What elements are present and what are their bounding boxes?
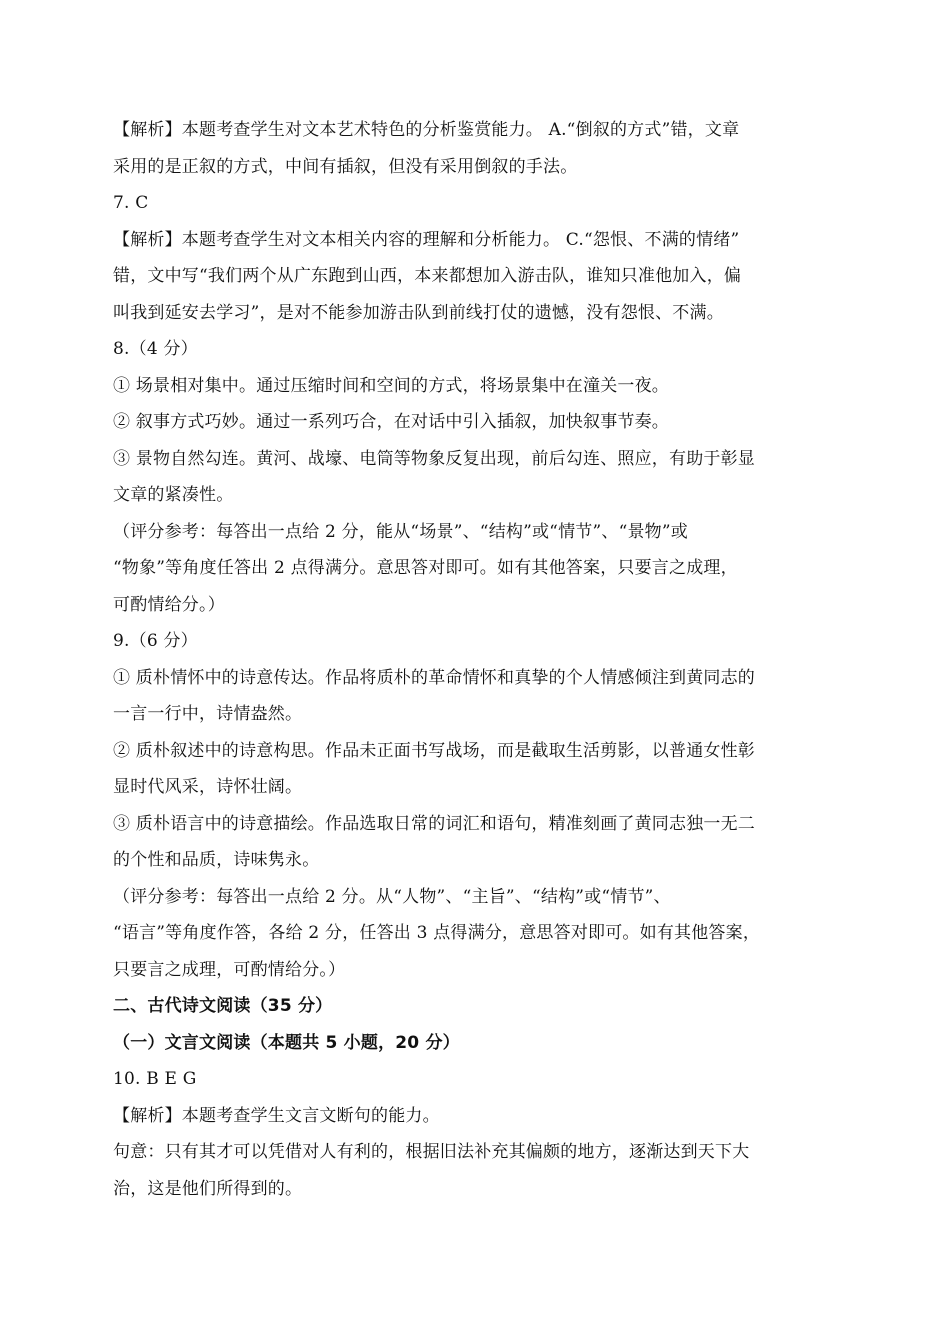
scoring-note: “物象”等角度任答出 2 点得满分。意思答对即可。如有其他答案，只要言之成理，	[113, 558, 738, 578]
scoring-note: 可酌情给分。）	[113, 594, 225, 615]
document-body	[113, 112, 833, 1207]
answer-point: ③ 质朴语言中的诗意描绘。作品选取日常的词汇和语句，精准刻画了黄同志独一无二	[113, 813, 756, 834]
text-line: 一言一行中，诗情盎然。	[113, 704, 303, 724]
subsection-heading: （一）文言文阅读（本题共 5 小题，20 分）	[113, 1032, 460, 1053]
text-line: 【解析】本题考查学生文言文断句的能力。	[113, 1105, 440, 1126]
scoring-note: 只要言之成理，可酌情给分。）	[113, 959, 346, 980]
question-heading: 8.（4 分）	[113, 339, 198, 359]
answer-point: ② 质朴叙述中的诗意构思。作品未正面书写战场，而是截取生活剪影，以普通女性彰	[113, 740, 756, 761]
text-line: 句意：只有其才可以凭借对人有利的，根据旧法补充其偏颇的地方，逐渐达到天下大	[113, 1142, 750, 1162]
text-line: 文章的紧凑性。	[113, 485, 234, 505]
text-line: 错，文中写“我们两个从广东跑到山西，本来都想加入游击队，谁知只准他加入，偏	[113, 266, 742, 286]
answer-point: ③ 景物自然勾连。黄河、战壕、电筒等物象反复出现，前后勾连、照应，有助于彰显	[113, 448, 756, 469]
answer-point: ② 叙事方式巧妙。通过一系列巧合，在对话中引入插叙，加快叙事节奏。	[113, 412, 670, 432]
answer-point: ① 质朴情怀中的诗意传达。作品将质朴的革命情怀和真挚的个人情感倾注到黄同志的	[113, 667, 756, 688]
answer-line: 7. C	[113, 193, 149, 213]
answer-point: ① 场景相对集中。通过压缩时间和空间的方式，将场景集中在潼关一夜。	[113, 375, 670, 396]
section-heading: 二、古代诗文阅读（35 分）	[113, 996, 333, 1016]
text-line: 治，这是他们所得到的。	[113, 1178, 303, 1199]
text-line: 显时代风采，诗怀壮阔。	[113, 777, 303, 797]
text-line: 的个性和品质，诗味隽永。	[113, 850, 320, 870]
text-line: 【解析】本题考查学生对文本相关内容的理解和分析能力。 C.“怨恨、不满的情绪”	[113, 229, 740, 250]
scoring-note: “语言”等角度作答，各给 2 分，任答出 3 点得满分，意思答对即可。如有其他答案，	[113, 923, 761, 943]
text-line: 【解析】本题考查学生对文本艺术特色的分析鉴赏能力。 A.“倒叙的方式”错，文章	[113, 120, 740, 140]
scoring-note: （评分参考：每答出一点给 2 分。从“人物”、“主旨”、“结构”或“情节”、	[113, 886, 671, 907]
text-line: 采用的是正叙的方式，中间有插叙，但没有采用倒叙的手法。	[113, 156, 578, 177]
scoring-note: （评分参考：每答出一点给 2 分，能从“场景”、“结构”或“情节”、“景物”或	[113, 521, 688, 542]
question-heading: 9.（6 分）	[113, 631, 198, 651]
answer-line: 10. B E G	[113, 1069, 197, 1089]
text-line: 叫我到延安去学习”，是对不能参加游击队到前线打仗的遗憾，没有怨恨、不满。	[113, 302, 724, 323]
